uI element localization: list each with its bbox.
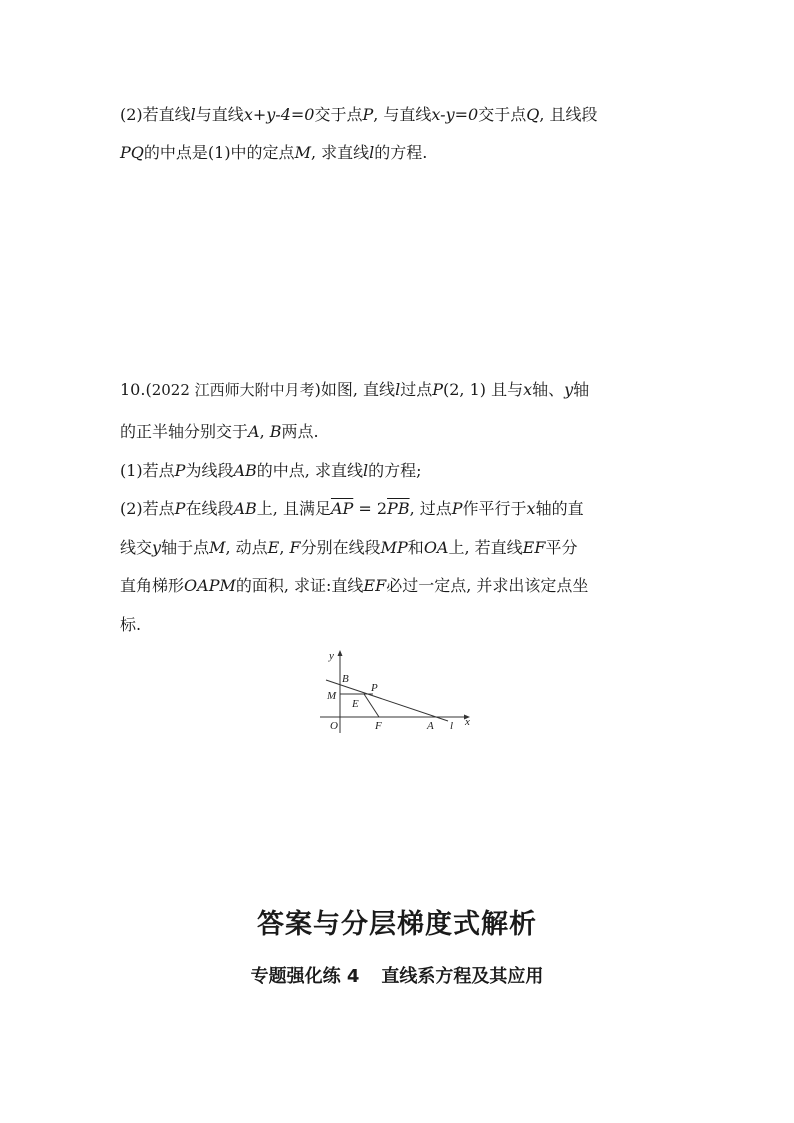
q10-part2-line1: (2)若点P在线段AB上, 且满足$\overline{AP} = 2\overline{PB}$, 过点P作平行于x轴的直 (120, 499, 584, 518)
q10-line2: 的正半轴分别交于A, B两点. (120, 422, 319, 441)
label-l: l (450, 720, 454, 732)
label-a: A (427, 720, 434, 732)
y-axis-arrow (338, 650, 343, 656)
equation-1: x+y-4=0 (243, 105, 315, 124)
answers-subtitle (0, 962, 794, 988)
q10-part2-line2: 线交y轴于点M, 动点E, F分别在线段MP和OA上, 若直线EF平分 (120, 538, 578, 557)
geometry-figure (316, 645, 481, 740)
label-b: B (342, 673, 349, 685)
q10-part1: (1)若点P为线段AB的中点, 求直线l的方程; (120, 461, 422, 480)
label-o: O (330, 720, 338, 732)
question-source: 2022 江西师大附中月考 (151, 381, 315, 399)
answers-title: 答案与分层梯度式解析 (257, 909, 537, 940)
equation-2: x-y=0 (431, 105, 479, 124)
label-y: y (329, 650, 334, 662)
subtitle-right: 直线系方程及其应用 (381, 966, 544, 987)
q9-part2-line1: (2)若直线l与直线x+y-4=0交于点P, 与直线x-y=0交于点Q, 且线段 (120, 105, 598, 124)
var-q: Q (526, 105, 540, 124)
var-l: l (190, 105, 196, 124)
label-e: E (352, 698, 359, 710)
q10-line1: 10.(2022 江西师大附中月考)如图, 直线l过点P(2, 1) 且与x轴、y轴 (120, 380, 590, 399)
var-p: P (362, 105, 374, 124)
label-x: x (465, 716, 470, 728)
line-l (326, 680, 448, 721)
q9-part2-line2: PQ的中点是(1)中的定点M, 求直线l的方程. (120, 143, 428, 162)
vector-ap: $\overline{AP}$ (330, 499, 354, 518)
q10-part2-line3: 直角梯形OAPM的面积, 求证:直线EF必过一定点, 并求出该定点坐 (120, 576, 589, 595)
q10-part2-line4: 标. (120, 615, 142, 634)
subtitle-left: 专题强化练 4 (250, 966, 360, 987)
label-f: F (375, 720, 382, 732)
vector-pb: $\overline{PB}$ (387, 499, 410, 518)
label-m: M (327, 690, 337, 702)
label-p: P (371, 682, 378, 694)
